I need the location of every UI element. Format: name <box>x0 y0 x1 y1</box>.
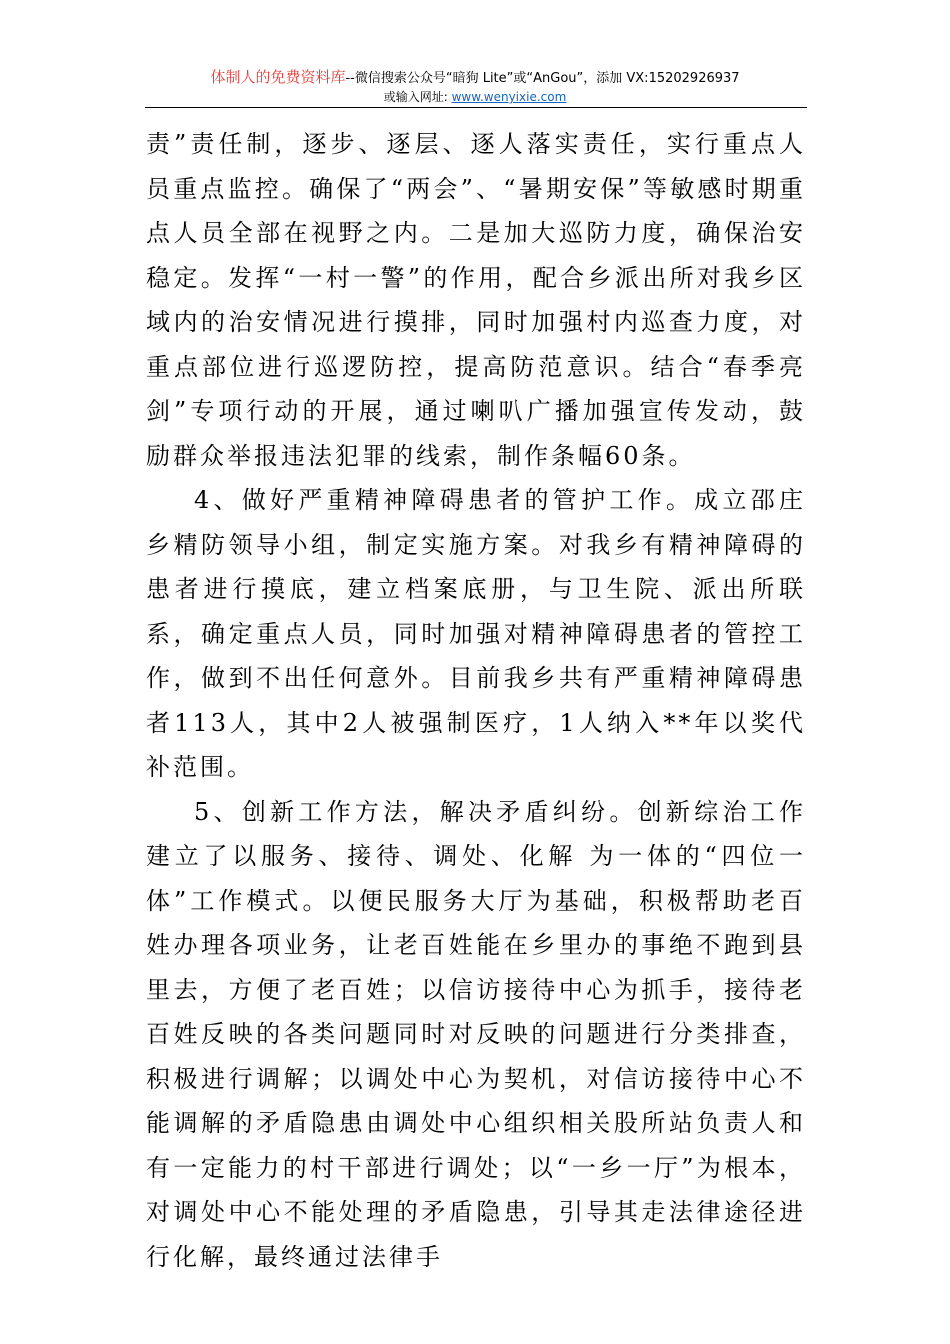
paragraph-continued: 责”责任制，逐步、逐层、逐人落实责任，实行重点人员重点监控。确保了“两会”、“暑期安保”等敏感时期重点人员全部在视野之内。二是加大巡防力度，确保治安稳定。发挥“一村一警”的作用，配合乡派出所对我乡区域内的治安情况进行摸排，同时加强村内巡查力度，对重点部位进行巡逻防控，提高防范意识。结合“春季亮剑”专项行动的开展，通过喇叭广播加强宣传发动，鼓励群众举报违法犯罪的线索，制作条幅60条。 <box>146 130 806 470</box>
paragraph-item-4: 4、做好严重精神障碍患者的管护工作。成立邵庄乡精防领导小组，制定实施方案。对我乡有精神障碍的患者进行摸底，建立档案底册，与卫生院、派出所联系，确定重点人员，同时加强对精神障碍患者的管控工作，做到不出任何意外。目前我乡共有严重精神障碍患者113人，其中2人被强制医疗，1人纳入**年以奖代补范围。 <box>146 486 806 781</box>
header-url-label: 或输入网址: <box>383 90 448 104</box>
header-brand: 体制人的免费资料库 <box>210 68 346 86</box>
page-header <box>0 68 950 106</box>
paragraph-item-5: 5、创新工作方法，解决矛盾纠纷。创新综治工作建立了以服务、接待、调处、化解 为一体的“四位一体”工作模式。以便民服务大厅为基础，积极帮助老百姓办理各项业务，让老百姓能在乡里办的事绝不跑到县里去，方便了老百姓；以信访接待中心为抓手，接待老百姓反映的各类问题同时对反映的问题进行分类排查，积极进行调解；以调处中心为契机，对信访接待中心不能调解的矛盾隐患由调处中心组织相关股所站负责人和有一定能力的村干部进行调处；以“一乡一厅”为根本，对调处中心不能处理的矛盾隐患，引导其走法律途径进行化解，最终通过法律手 <box>146 797 806 1271</box>
header-url-link[interactable]: www.wenyixie.com <box>451 90 567 104</box>
header-contact-info: --微信搜索公众号“暗狗 Lite”或“AnGou”，添加 VX:15202926937 <box>345 71 740 86</box>
header-divider <box>145 107 807 108</box>
document-body <box>146 122 806 1279</box>
header-url-line <box>0 89 950 106</box>
header-promo-line <box>0 68 950 88</box>
